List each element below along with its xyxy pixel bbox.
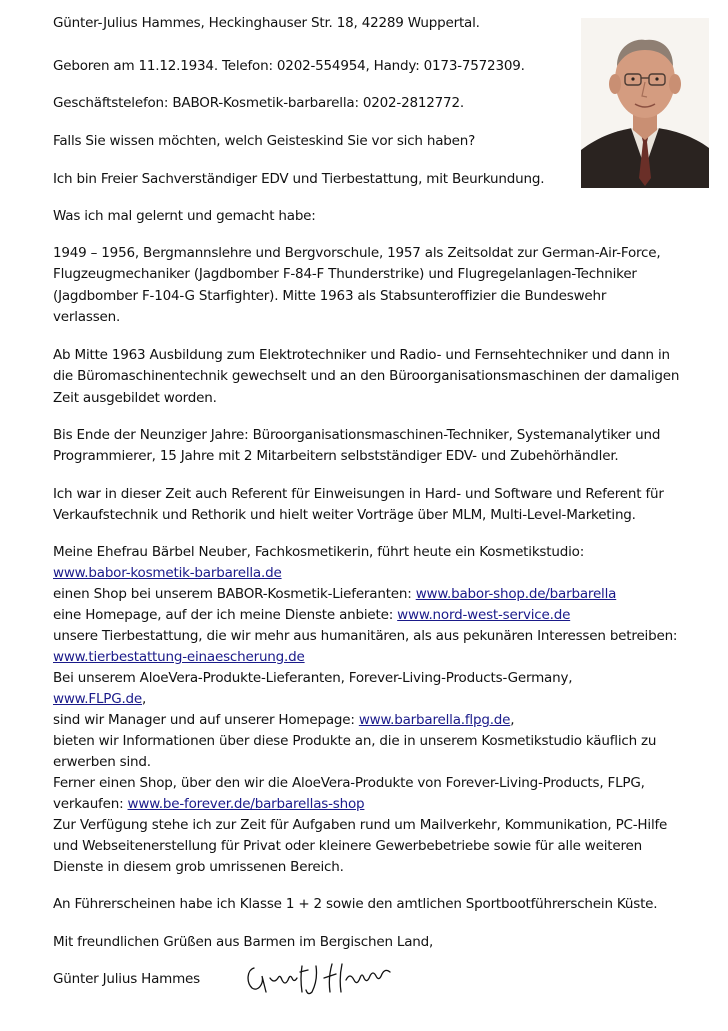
business-line: Ferner einen Shop, über den wir die AloeVera-Produkte von Forever-Living-Products, FLPG, [53, 775, 645, 791]
business-line: Dienste in diesem grob umrissenen Bereich. [53, 859, 344, 875]
business-line [53, 689, 146, 710]
business-line [53, 794, 364, 815]
business-phone-line: Geschäftstelefon: BABOR-Kosmetik-barbarella: 0202-2812772. [53, 95, 464, 111]
babor-kosmetik-link[interactable]: www.babor-kosmetik-barbarella.de [53, 565, 282, 581]
business-text: verkaufen: [53, 796, 128, 812]
business-line: unsere Tierbestattung, die wir mehr aus humanitären, als aus pekunären Interessen betreiben: [53, 628, 678, 644]
business-text: einen Shop bei unserem BABOR-Kosmetik-Lieferanten: [53, 586, 416, 602]
learned-heading: Was ich mal gelernt und gemacht habe: [53, 208, 316, 224]
career-p1-line: Flugzeugmechaniker (Jagdbomber F-84-F Thunderstrike) und Flugregelanlagen-Techniker [53, 266, 637, 282]
greeting-line: Mit freundlichen Grüßen aus Barmen im Bergischen Land, [53, 934, 434, 950]
occupation-line: Ich bin Freier Sachverständiger EDV und Tierbestattung, mit Beurkundung. [53, 171, 545, 187]
babor-shop-link[interactable]: www.babor-shop.de/barbarella [415, 586, 617, 602]
nord-west-service-link[interactable]: www.nord-west-service.de [397, 607, 571, 623]
business-line [53, 563, 282, 584]
business-text: , [142, 691, 147, 707]
business-line: Meine Ehefrau Bärbel Neuber, Fachkosmetikerin, führt heute ein Kosmetikstudio: [53, 544, 585, 560]
business-line: erwerben sind. [53, 754, 151, 770]
career-p4-line: Ich war in dieser Zeit auch Referent für Einweisungen in Hard- und Software und Referent für [53, 486, 664, 502]
handwritten-signature [242, 958, 402, 998]
career-p4-line: Verkaufstechnik und Rethorik und hielt weiter Vorträge über MLM, Multi-Level-Marketing. [53, 507, 636, 523]
license-line: An Führerscheinen habe ich Klasse 1 + 2 sowie den amtlichen Sportbootführerschein Küste. [53, 896, 658, 912]
business-line: und Webseitenerstellung für Privat oder kleinere Gewerbebetriebe sowie für alle weiteren [53, 838, 643, 854]
business-text: sind wir Manager und auf unserer Homepage: [53, 712, 359, 728]
birth-phone-line: Geboren am 11.12.1934. Telefon: 0202-554954, Handy: 0173-7572309. [53, 58, 525, 74]
career-p1-line: (Jagdbomber F-104-G Starfighter). Mitte 1963 als Stabsunteroffizier die Bundeswehr [53, 288, 607, 304]
tierbestattung-link[interactable]: www.tierbestattung-einaescherung.de [53, 649, 305, 665]
business-line [53, 647, 305, 668]
career-p2-line: Ab Mitte 1963 Ausbildung zum Elektrotechniker und Radio- und Fernsehtechniker und dann in [53, 347, 670, 363]
business-text: eine Homepage, auf der ich meine Dienste anbiete: [53, 607, 398, 623]
business-line: bieten wir Informationen über diese Produkte an, die in unserem Kosmetikstudio käuflich zu [53, 733, 657, 749]
intro-question: Falls Sie wissen möchten, welch Geisteskind Sie vor sich haben? [53, 133, 476, 149]
be-forever-link[interactable]: www.be-forever.de/barbarellas-shop [127, 796, 365, 812]
career-p3-line: Programmierer, 15 Jahre mit 2 Mitarbeitern selbstständiger EDV- und Zubehörhändler. [53, 448, 619, 464]
business-line [53, 605, 570, 626]
business-text: , [510, 712, 515, 728]
career-p2-line: die Büromaschinentechnik gewechselt und an den Büroorganisationsmaschinen der damaligen [53, 368, 680, 384]
career-p2-line: Zeit ausgebildet worden. [53, 390, 217, 406]
business-line: Bei unserem AloeVera-Produkte-Lieferanten, Forever-Living-Products-Germany, [53, 670, 573, 686]
business-line [53, 584, 616, 605]
address-line: Günter-Julius Hammes, Heckinghauser Str. 18, 42289 Wuppertal. [53, 15, 480, 31]
flpg-link[interactable]: www.FLPG.de [53, 691, 143, 707]
portrait-photo [581, 18, 709, 188]
signer-name: Günter Julius Hammes [53, 971, 200, 987]
business-line [53, 710, 514, 731]
career-p1-line: verlassen. [53, 309, 121, 325]
barbarella-flpg-link[interactable]: www.barbarella.flpg.de [358, 712, 511, 728]
career-p3-line: Bis Ende der Neunziger Jahre: Büroorganisationsmaschinen-Techniker, Systemanalytiker und [53, 427, 661, 443]
business-line: Zur Verfügung stehe ich zur Zeit für Aufgaben rund um Mailverkehr, Kommunikation, PC-Hilfe [53, 817, 668, 833]
career-p1-line: 1949 – 1956, Bergmannslehre und Bergvorschule, 1957 als Zeitsoldat zur German-Air-Force, [53, 245, 661, 261]
